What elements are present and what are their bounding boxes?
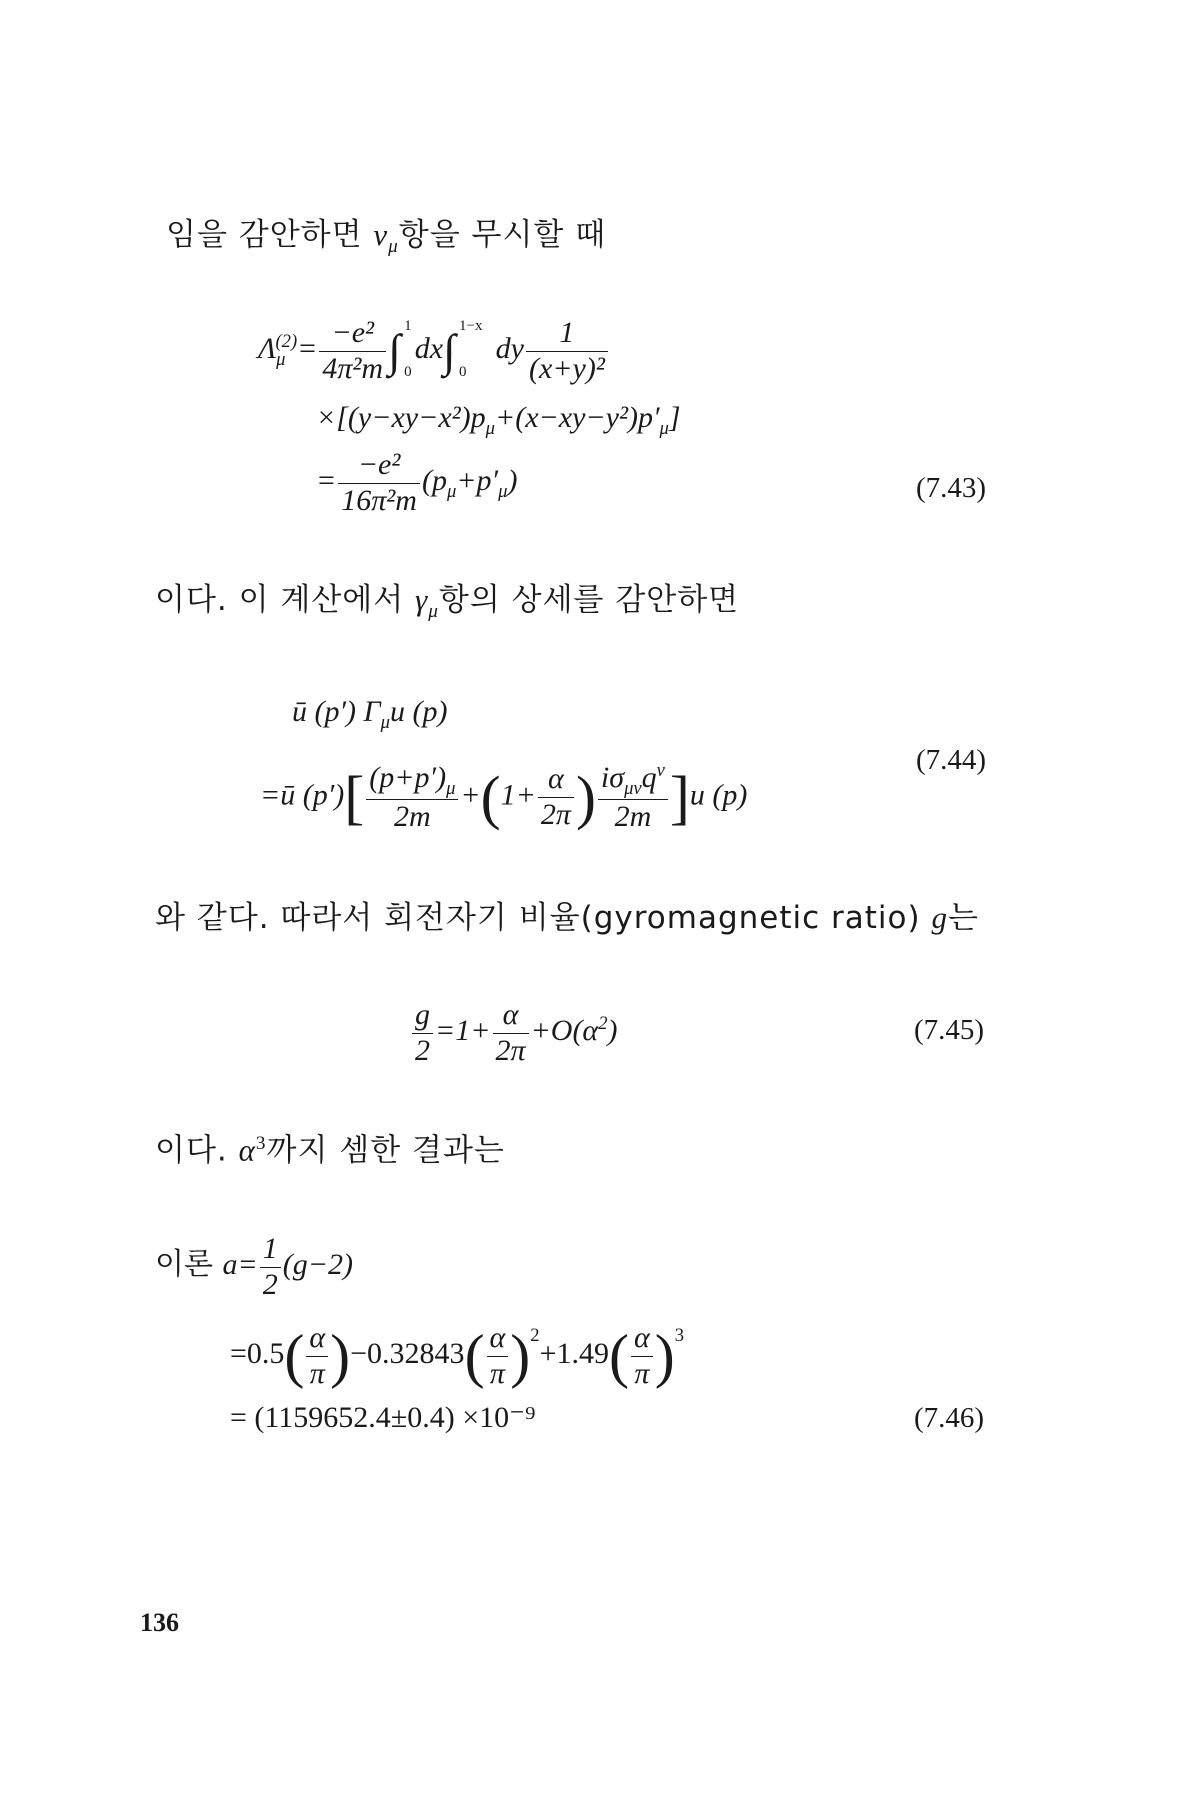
paragraph-4-text-b: 까지 셈한 결과는 — [266, 1132, 505, 1169]
gamma-symbol: γ — [415, 582, 429, 617]
fraction-denominator: (x+y)² — [528, 351, 605, 385]
eq743-line3-a: (p — [421, 463, 447, 497]
alpha-symbol: α — [238, 1132, 256, 1168]
eq746-coef-1: =0.5 — [230, 1337, 285, 1370]
equation-number-7-46: (7.46) — [914, 1402, 985, 1434]
eq746-line1: (g−2) — [282, 1247, 353, 1281]
lambda-subscript: μ — [276, 348, 286, 370]
eq743-line2-b: +(x−xy−y²)p′ — [495, 401, 660, 434]
integral-sign-2: ∫ 1−x 0 — [443, 318, 483, 380]
eq743-line2-c: ] — [668, 401, 681, 434]
gamma-subscript: μ — [428, 601, 439, 623]
paragraph-3-text-b: 는 — [947, 900, 979, 936]
equation-7-43-line-3: = $\frac{\text{−e²}}{\text{16π²m}}$ $(p_\mu+p'_\mu)$ — [316, 448, 518, 517]
paragraph-4 — [155, 1124, 505, 1170]
paragraph-2-text-a: 이다. 이 계산에서 — [155, 582, 416, 618]
eq746-coef-2: −0.32843 — [350, 1337, 465, 1370]
fraction-e2-over-4pi2m — [319, 316, 386, 386]
equation-7-45: $\frac{g}{2}$ =1+ $\frac{\alpha}{2\pi}$ $+O(\alpha^2)$ — [410, 998, 617, 1068]
eq746-coef-3: +1.49 — [539, 1337, 609, 1370]
eq744-line1-b: u (p) — [389, 695, 448, 728]
lambda-superscript: (2) — [275, 330, 298, 352]
integral-1-upper: 1 — [404, 318, 412, 334]
nu-symbol: ν — [373, 217, 389, 252]
g-symbol: g — [931, 900, 948, 935]
fraction-e2-over-16pi2m — [338, 448, 420, 518]
paragraph-1 — [166, 215, 606, 267]
integral-sign-1: ∫ 1 0 — [388, 318, 412, 380]
integral-2-lower: 0 — [459, 364, 467, 380]
alpha-superscript: 3 — [255, 1133, 267, 1154]
integral-2-upper: 1−x — [459, 318, 483, 334]
paragraph-1-text-b: 항을 무시할 때 — [398, 217, 607, 253]
theory-label: 이론 — [155, 1246, 223, 1282]
integral-1-lower: 0 — [404, 364, 412, 380]
fraction-denominator: 16π²m — [341, 483, 417, 517]
equation-7-44-line-2: =ū (p′)[ $\frac{(p+p')_\mu}{2m}$ +(1+ $\frac{\alpha}{2\pi}$ ) $\frac{i\sigma_{\mu\nu}q^\nu}{2m}$ ]u (p) — [260, 760, 748, 834]
equation-number-7-45: (7.45) — [914, 1014, 985, 1046]
fraction-numerator: −e² — [319, 316, 386, 352]
equation-7-46-line-2: =0.5( $\frac{\alpha}{\pi}$ )−0.32843( $\frac{\alpha}{\pi}$ )$^2$+1.49( $\frac{\alpha}{\pi}$ )$^3$ — [230, 1321, 685, 1390]
eq743-line3-c: ) — [507, 463, 518, 497]
page-number: 136 — [140, 1608, 179, 1637]
paragraph-3 — [155, 898, 979, 938]
equation-number-7-43: (7.43) — [916, 472, 987, 504]
lambda-symbol: Λ — [258, 331, 277, 365]
equation-7-43-line-2: $\times[(y-xy-x^2)p_\mu+(x-xy-y^2)p'_\mu]$ — [316, 401, 681, 439]
fraction-numerator: −e² — [338, 448, 420, 484]
nu-subscript: μ — [388, 236, 399, 258]
paragraph-3-text: 와 같다. 따라서 회전자기 비율(gyromagnetic ratio) — [155, 900, 932, 936]
equation-7-44-line-1: ū (p′) $\Gamma_\mu u$ (p) — [292, 695, 448, 733]
equation-7-46-line-1: 이론 a= $\frac{1}{2}$ (g−2) — [155, 1232, 353, 1301]
equation-7-46-line-3: = (1159652.4±0.4) ×10⁻⁹ — [230, 1401, 536, 1434]
eq743-line2-a: ×[(y−xy−x²)p — [316, 401, 486, 434]
paragraph-1-text-a: 임을 감안하면 — [166, 217, 374, 253]
paragraph-2 — [155, 580, 739, 632]
fraction-numerator: 1 — [526, 316, 608, 352]
equation-number-7-44: (7.44) — [916, 744, 987, 776]
equation-7-43-line-1: $\Lambda_\mu^{(2)}=$ $\frac{\text{−e²}}{\text{4π²m}}$ ∫ 1 0 dx∫ 1−x 0 dy $\frac{1}{\text{(x+y)²}}$ — [258, 316, 610, 386]
fraction-denominator: 4π²m — [322, 351, 384, 385]
fraction-1-over-xy2 — [526, 316, 608, 386]
paragraph-4-text-a: 이다. — [155, 1132, 239, 1169]
eq743-line3-b: +p′ — [456, 463, 499, 497]
eq744-line1-a: ū (p′) Γ — [292, 695, 381, 728]
paragraph-2-text-b: 항의 상세를 감안하면 — [438, 582, 740, 618]
